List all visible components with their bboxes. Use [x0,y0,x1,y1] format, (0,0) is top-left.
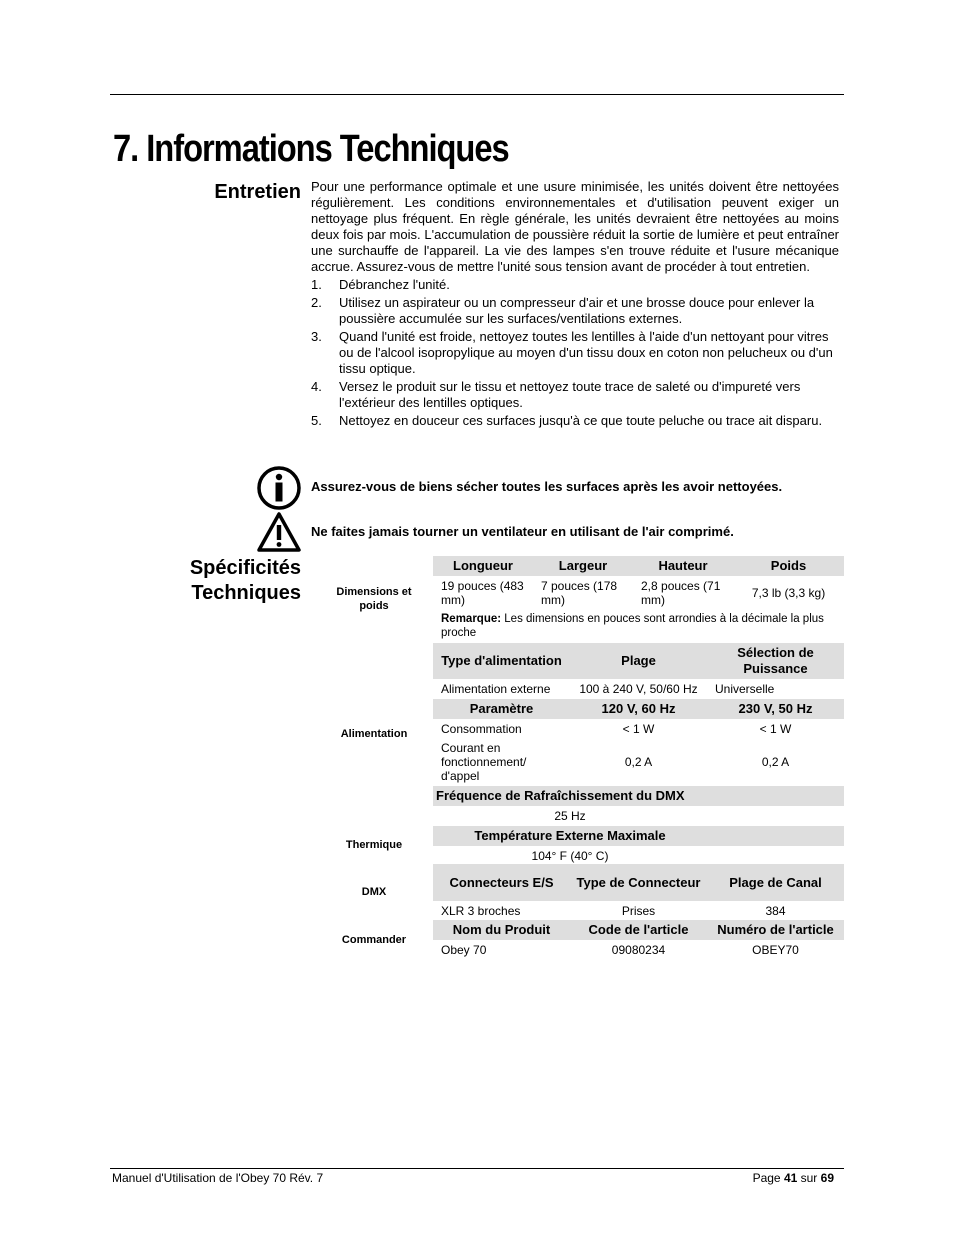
page-title: 7. Informations Techniques [113,128,509,170]
thermal-value: 104° F (40° C) [531,849,609,863]
table-row: Consommation < 1 W < 1 W [441,721,792,736]
list-item: 3. Quand l'unité est froide, nettoyez toutes les lentilles à l'aide d'un nettoyant pour vitres ou de l'alcool isopropylique au moyen d'un tissu doux en coton non pelucheux ou d'un tissu optique. [311,329,833,376]
column-header: Type de Connecteur [570,864,707,901]
column-header: Type d'alimentation [433,643,570,679]
power-table [433,643,844,826]
column-header: 230 V, 50 Hz [707,699,844,719]
specs-heading: Spécificités Techniques [189,557,301,604]
footer-manual-title: Manuel d'Utilisation de l'Obey 70 Rév. 7 [112,1171,324,1185]
column-header: Plage de Canal [707,864,844,901]
footer-page-number: Page 41 sur 69 [752,1171,834,1185]
list-item: 5. Nettoyez en douceur ces surfaces jusqu'à ce que toute peluche ou trace ait disparu. [311,413,823,428]
order-table [433,920,844,960]
info-icon [256,465,302,516]
entretien-heading: Entretien [214,181,301,203]
list-item: 2. Utilisez un aspirateur ou un compresseur d'air et une brosse douce pour enlever la poussière accumulée sur les surfaces/ventilations externes. [311,295,815,326]
label-alimentation: Alimentation [340,728,408,740]
column-header: Nom du Produit [433,920,570,940]
thermal-table [433,826,844,866]
warning-icon [256,511,302,558]
table-row [433,610,844,642]
header-rule [110,94,844,95]
column-header: Poids [733,556,844,576]
column-header: Numéro de l'article [707,920,844,940]
list-item: 4. Versez le produit sur le tissu et nettoyez toute trace de saleté ou d'impureté vers l'extérieur des lentilles optiques. [311,379,801,410]
column-header: Paramètre [433,699,570,719]
dmx-refresh-header: Fréquence de Rafraîchissement du DMX [433,786,707,806]
table-row: 19 pouces (483 mm) 7 pouces (178 mm) 2,8 pouces (71 mm) 7,3 lb (3,3 kg) [441,579,826,607]
cleaning-steps [311,277,839,429]
dimensions-note: Remarque: Les dimensions en pouces sont arrondies à la décimale la plus proche [441,613,824,639]
label-thermique: Thermique [345,839,403,851]
column-header: Code de l'article [570,920,707,940]
entretien-intro: Pour une performance optimale et une usure minimisée, les unités doivent être nettoyées régulièrement. Les conditions environnementales et d'utilisation peuvent exiger un nettoyage plus fréquent. En règle générale, les unités devraient être nettoyées au moins deux fois par mois. L'accumulation de poussière réduit la sortie de lumière et peut entraîner une surchauffe de l'appareil. La vie des lampes s'en trouve réduite et l'usure mécanique accrue. Assurez-vous de mettre l'unité sous tension avant de procéder à tout entretien. [311,179,839,274]
table-row [433,846,844,866]
column-header: Hauteur [633,556,733,576]
list-item: 1. Débranchez l'unité. [311,277,450,292]
info-notice: Assurez-vous de biens sécher toutes les surfaces après les avoir nettoyées. [311,479,783,494]
column-header: 120 V, 60 Hz [570,699,707,719]
column-header: Longueur [433,556,533,576]
dimensions-table [433,556,844,642]
footer-rule [110,1168,844,1169]
table-row: Alimentation externe 100 à 240 V, 50/60 Hz Universelle [441,682,775,696]
warning-notice: Ne faites jamais tourner un ventilateur en utilisant de l'air comprimé. [311,524,734,539]
table-row: Courant en fonctionnement/ d'appel 0,2 A 0,2 A [441,741,790,783]
dmx-refresh-value: 25 Hz [554,809,586,823]
column-header: Sélection de Puissance [707,643,844,679]
column-header: Connecteurs E/S [433,864,570,901]
column-header: Largeur [533,556,633,576]
label-dimensions: Dimensions et poids [336,586,412,612]
label-dmx: DMX [361,886,387,898]
table-row [433,806,844,826]
thermal-header: Température Externe Maximale [433,826,707,846]
label-commander: Commander [341,934,407,946]
table-row: XLR 3 broches Prises 384 [441,903,786,918]
entretien-body [311,179,839,431]
table-row: Obey 70 09080234 OBEY70 [441,943,799,957]
dmx-table [433,864,844,920]
column-header: Plage [570,643,707,679]
